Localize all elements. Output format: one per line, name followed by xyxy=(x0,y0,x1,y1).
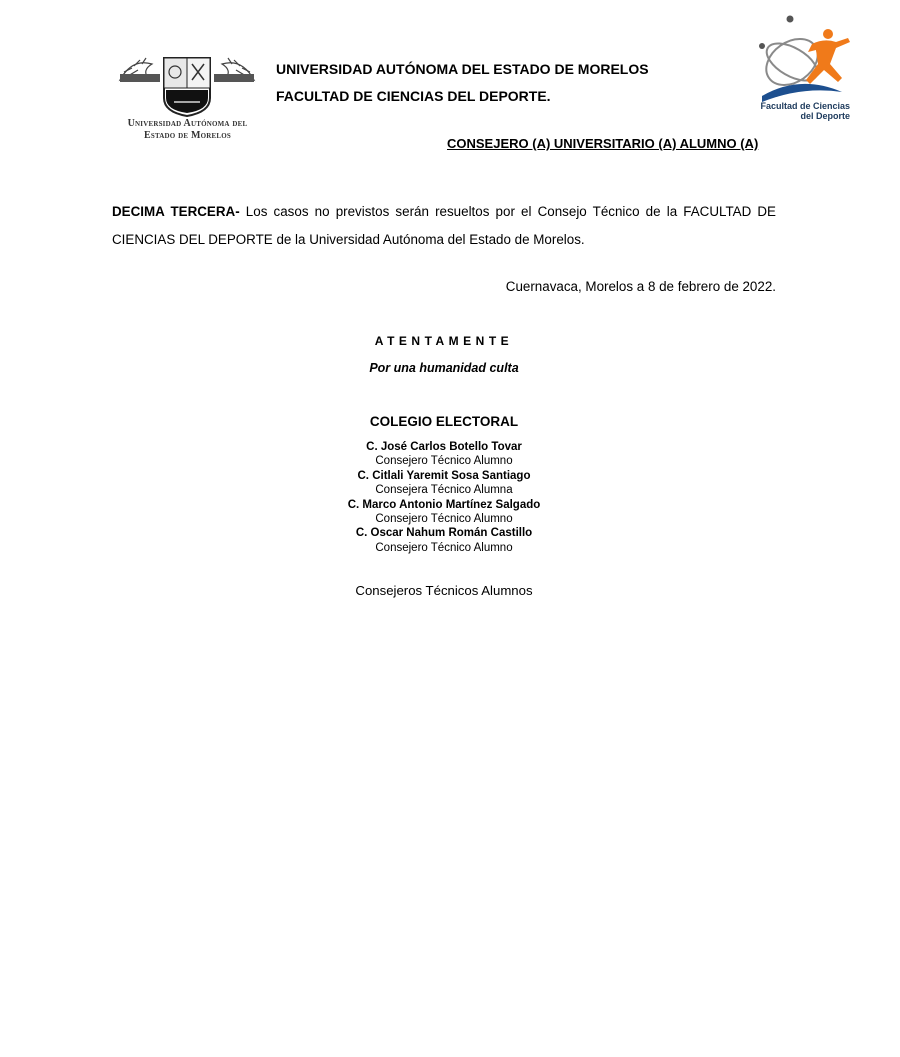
member-role: Consejera Técnico Alumna xyxy=(375,484,513,497)
document-subtitle: CONSEJERO (A) UNIVERSITARIO (A) ALUMNO (A) xyxy=(447,136,759,151)
atentamente-heading: ATENTAMENTE xyxy=(374,334,514,348)
fcd-caption-line-2: del Deporte xyxy=(800,111,850,121)
clause-label: DECIMA TERCERA- xyxy=(112,204,240,219)
member-role: Consejero Técnico Alumno xyxy=(375,455,513,468)
member-name: C. José Carlos Botello Tovar xyxy=(366,441,522,453)
faculty-title: FACULTAD DE CIENCIAS DEL DEPORTE. xyxy=(276,88,551,104)
uaem-caption-line-2: Estado de Morelos xyxy=(143,130,231,141)
faculty-logo-caption xyxy=(742,101,850,121)
university-title: UNIVERSIDAD AUTÓNOMA DEL ESTADO DE MORELOS xyxy=(276,61,649,77)
date-line: Cuernavaca, Morelos a 8 de febrero de 2022. xyxy=(505,279,776,294)
fcd-caption-line-1: Facultad de Ciencias xyxy=(760,101,850,111)
clause-text: Los casos no previstos serán resueltos por el Consejo Técnico de la FACULTAD DE CIENCIAS DEL DEPORTE de la Universidad Autónoma del Estado de Morelos. xyxy=(112,204,776,247)
member-name: C. Marco Antonio Martínez Salgado xyxy=(347,498,541,511)
uaem-logo-caption xyxy=(100,118,275,142)
faculty-sports-logo xyxy=(750,14,860,114)
member-role: Consejero Técnico Alumno xyxy=(375,541,513,554)
motto: Por una humanidad culta xyxy=(369,361,519,375)
member-name: C. Oscar Nahum Román Castillo xyxy=(355,527,533,540)
member-name: C. Citlali Yaremit Sosa Santiago xyxy=(357,469,531,482)
committee-title: COLEGIO ELECTORAL xyxy=(369,414,519,429)
member-role: Consejero Técnico Alumno xyxy=(375,513,513,526)
clause-paragraph xyxy=(112,198,776,254)
closing-line: Consejeros Técnicos Alumnos xyxy=(355,583,533,598)
uaem-caption-line-1: Universidad Autónoma del xyxy=(127,118,248,129)
committee-members xyxy=(0,440,888,555)
